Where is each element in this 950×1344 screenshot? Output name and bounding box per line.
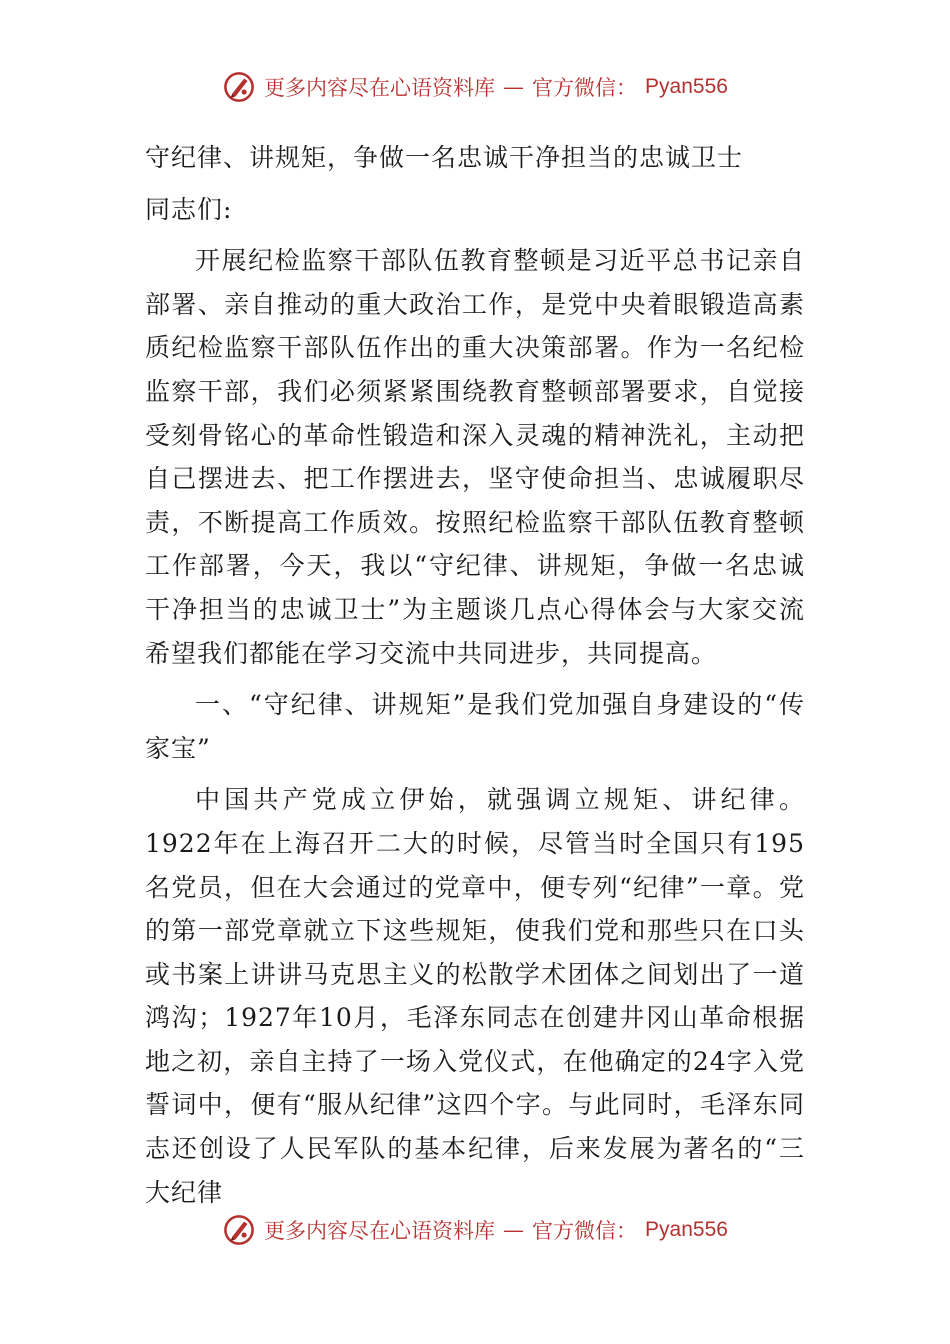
footer-banner [0,1213,950,1247]
paragraph-history: 中国共产党成立伊始，就强调立规矩、讲纪律。1922年在上海召开二大的时候，尽管当时全国只有195名党员，但在大会通过的党章中，便专列“纪律”一章。党的第一部党章就立下这些规矩，使我们党和那些只在口头或书案上讲讲马克思主义的松散学术团体之间划出了一道鸿沟；1927年10月，毛泽东同志在创建井冈山革命根据地之初，亲自主持了一场入党仪式，在他确定的24字入党誓词中，便有“服从纪律”这四个字。与此同时，毛泽东同志还创设了人民军队的基本纪律，后来发展为著名的“三大纪律 [145,785,805,1207]
salutation: 同志们: [145,194,233,224]
banner-official-label: 官方微信： [532,1219,638,1243]
banner-wechat-id: Pyan556 [645,75,728,98]
paragraph-intro: 开展纪检监察干部队伍教育整顿是习近平总书记亲自部署、亲自推动的重大政治工作，是党中央着眼锻造高素质纪检监察干部队伍作出的重大决策部署。作为一名纪检监察干部，我们必须紧紧围绕教育整顿部署要求，自觉接受刻骨铭心的革命性锻造和深入灵魂的精神洗礼，主动把自己摆进去、把工作摆进去，坚守使命担当、忠诚履职尽责，不断提高工作质效。按照纪检监察干部队伍教育整顿工作部署，今天，我以“守纪律、讲规矩，争做一名忠诚干净担当的忠诚卫士”为主题谈几点心得体会与大家交流希望我们都能在学习交流中共同进步，共同提高。 [145,246,805,668]
banner-dash: — [503,1218,525,1242]
banner-main-text: 更多内容尽在心语资料库 [264,1219,496,1243]
banner-dash: — [503,75,525,99]
header-banner [0,70,950,104]
banner-wechat-id: Pyan556 [645,1218,728,1241]
document-body [145,136,805,1214]
pen-logo-icon [222,1213,256,1247]
pen-logo-icon [222,70,256,104]
banner-official-label: 官方微信： [532,76,638,100]
document-title: 守纪律、讲规矩，争做一名忠诚干净担当的忠诚卫士 [145,143,744,172]
section-heading-1: 一、“守纪律、讲规矩”是我们党加强自身建设的“传家宝” [145,690,805,763]
banner-main-text: 更多内容尽在心语资料库 [264,76,496,100]
